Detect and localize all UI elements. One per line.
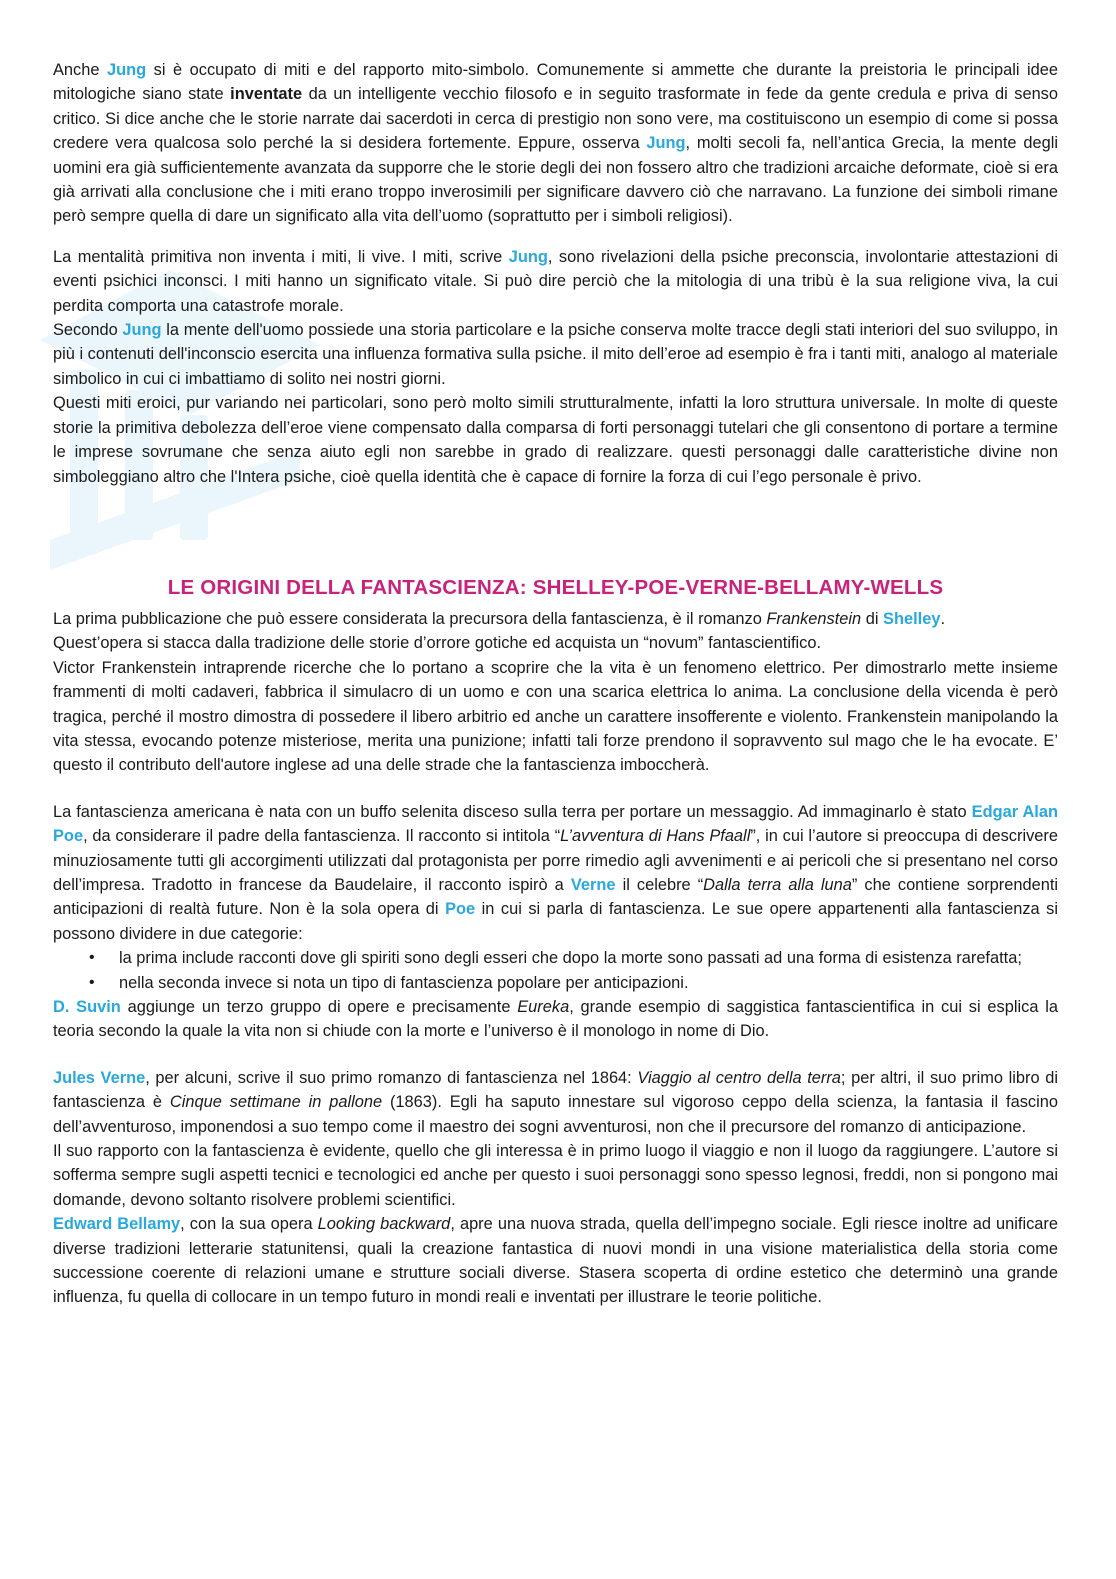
- paragraph-verne: Jules Verne, per alcuni, scrive il suo primo romanzo di fantascienza nel 1864: Viaggio al centro della terra; per altri, il suo primo libro di fantascienza è Cinque settimane in pallone (1863). Egli ha saputo innestare sul vigoroso ceppo della scienza, la fantasia il fascino dell’avventuroso, imponendosi a suo tempo come il maestro dei sogni avventurosi, non che il precursore del romanzo di anticipazione.: [53, 1068, 1058, 1136]
- work-title: Dalla terra alla luna: [703, 875, 852, 894]
- list-item: • nella seconda invece si nota un tipo di fantascienza popolare per anticipazioni.: [119, 971, 1058, 995]
- poe-categories-list: [53, 946, 1058, 995]
- work-title: Looking backward: [317, 1215, 451, 1234]
- author-name: Jung: [508, 247, 548, 266]
- paragraph-mind-history: Secondo Jung la mente dell'uomo possiede una storia particolare e la psiche conserva molte tracce degli stati interiori del suo sviluppo, in più i contenuti dell'inconscio esercita una influenza formativa sulla psiche. il mito dell’eroe ad esempio è fra i tanti miti, analogo al materiale simbolico in cui ci imbattiamo di solito nei nostri giorni.: [53, 321, 1058, 388]
- author-name: Poe: [445, 900, 476, 919]
- author-name: Jung: [122, 321, 162, 340]
- section-heading: LE ORIGINI DELLA FANTASCIENZA: SHELLEY-POE-VERNE-BELLAMY-WELLS: [167, 575, 944, 599]
- paragraph-novum: Quest’opera si stacca dalla tradizione delle storie d’orrore gotiche ed acquista un “novum” fantascientifico.: [53, 634, 822, 653]
- paragraph-bellamy: Edward Bellamy, con la sua opera Looking backward, apre una nuova strada, quella dell’impegno sociale. Egli riesce inoltre ad unificare diverse tradizioni letterarie statunitensi, quali la creazione fantastica di nuovi mondi in una visione materialistica della storia come successione coerente di relazioni umane e strutture sociali diverse. Stasera scoperta di ordine estetico che determinò una grande influenza, fu quella di collocare in un tempo futuro in mondi reali e inventati per illustrare le teorie politiche.: [53, 1215, 1058, 1307]
- paragraph-frankenstein-intro: La prima pubblicazione che può essere considerata la precursora della fantascienza, è il romanzo Frankenstein di Shelley.: [53, 609, 946, 628]
- paragraph-suvin: D. Suvin aggiunge un terzo gruppo di opere e precisamente Eureka, grande esempio di saggistica fantascientifica in cui si esplica la teoria secondo la quale la vita non si chiude con la morte e l’universo è il monologo in nome di Dio.: [53, 998, 1058, 1041]
- paragraph-primitive-mentality: La mentalità primitiva non inventa i miti, li vive. I miti, scrive Jung, sono rivelazioni della psiche preconscia, involontarie attestazioni di eventi psichici inconsci. I miti hanno un significato vitale. Si può dire perciò che la mitologia di una tribù è la sua religione viva, la cui perdita comporta una catastrofe morale.: [53, 247, 1058, 315]
- work-title: L’avventura di Hans Pfaall: [560, 827, 751, 846]
- author-name: Shelley: [883, 609, 941, 628]
- author-name: Jung: [646, 134, 686, 153]
- paragraph-jung-myths: Anche Jung si è occupato di miti e del rapporto mito-simbolo. Comunemente si ammette che durante la preistoria le principali idee mitologiche siano state inventate da un intelligente vecchio filosofo e in seguito trasformate in fede da gente credula e priva di senso critico. Si dice anche che le storie narrate dai sacerdoti in cerca di prestigio non sono vere, ma costituiscono un esempio di come si possa credere vera qualcosa solo perché la si desidera fortemente. Eppure, osserva Jung, molti secoli fa, nell’antica Grecia, la mente degli uomini era già sufficientemente avanzata da supporre che le storie degli dei non fossero altro che tradizioni arcaiche deformate, cioè si era già arrivati alla conclusione che i miti erano troppo inverosimili per significare davvero ciò che narravano. La funzione dei simboli rimane però sempre quella di dare un significato alla vita dell’uomo (soprattutto per i simboli religiosi).: [53, 61, 1058, 226]
- author-name: Edward Bellamy: [53, 1215, 181, 1234]
- bold-term: inventate: [230, 85, 303, 104]
- work-title: Eureka: [517, 998, 570, 1016]
- list-item: • la prima include racconti dove gli spiriti sono degli esseri che dopo la morte sono passati ad una forma di esistenza rarefatta;: [119, 946, 1058, 970]
- work-title: Viaggio al centro della terra: [637, 1068, 841, 1087]
- author-name: Jules Verne: [53, 1068, 146, 1087]
- work-title: Cinque settimane in pallone: [169, 1093, 383, 1112]
- paragraph-heroic-myths: Questi miti eroici, pur variando nei particolari, sono però molto simili strutturalmente, infatti la loro struttura universale. In molte di queste storie la primitiva debolezza dell’eroe viene compensato dalla comparsa di forti personaggi tutelari che gli consentono di portare a termine le imprese sovrumane che senza aiuto egli non sarebbe in grado di realizzare. questi personaggi dalle caratteristiche divine non simboleggiano altro che l'Intera psiche, cioè quella identità che è capace di fornire la forza di cui l’ego personale è privo.: [53, 394, 1058, 486]
- author-name: D. Suvin: [53, 998, 121, 1016]
- work-title: Frankenstein: [766, 609, 862, 628]
- paragraph-verne-relationship: Il suo rapporto con la fantascienza è evidente, quello che gli interessa è in primo luogo il viaggio e non il luogo da raggiungere. L’autore si sofferma sempre sugli aspetti tecnici e tecnologici ed anche per questo i suoi personaggi sono spesso legnosi, freddi, non si pongono mai domande, devono soltanto risolvere problemi scientifici.: [53, 1142, 1058, 1209]
- author-name: Jung: [107, 61, 147, 79]
- paragraph-poe: La fantascienza americana è nata con un buffo selenita disceso sulla terra per portare un messaggio. Ad immaginarlo è stato Edgar Alan Poe, da considerare il padre della fantascienza. Il racconto si intitola “L’avventura di Hans Pfaall”, in cui l’autore si preoccupa di descrivere minuziosamente tutti gli accorgimenti utilizzati dal protagonista per porre rimedio agli avvenimenti e ai pericoli che si presentano nel corso dell’impresa. Tradotto in francese da Baudelaire, il racconto ispirò a Verne il celebre “Dalla terra alla luna” che contiene sorprendenti anticipazioni di realtà future. Non è la sola opera di Poe in cui si parla di fantascienza. Le sue opere appartenenti alla fantascienza si possono dividere in due categorie:: [53, 802, 1059, 943]
- author-name: Edgar Alan Poe: [53, 802, 1058, 846]
- document-page: [53, 58, 1058, 1310]
- author-name: Verne: [570, 875, 616, 894]
- paragraph-victor-frankenstein: Victor Frankenstein intraprende ricerche che lo portano a scoprire che la vita è un fenomeno elettrico. Per dimostrarlo mette insieme frammenti di molti cadaveri, fabbrica il simulacro di un uomo e con una scarica elettrica lo anima. La conclusione della vicenda è però tragica, perché il mostro dimostra di possedere il libero arbitrio ed anche un carattere insofferente e violento. Frankenstein manipolando la vita stessa, evocando potenze misteriose, merita una punizione; infatti tali forze prendono il sopravvento sul mago che le ha evocate. E’ questo il contributo dell'autore inglese ad una delle strade che la fantascienza imboccherà.: [53, 658, 1058, 775]
